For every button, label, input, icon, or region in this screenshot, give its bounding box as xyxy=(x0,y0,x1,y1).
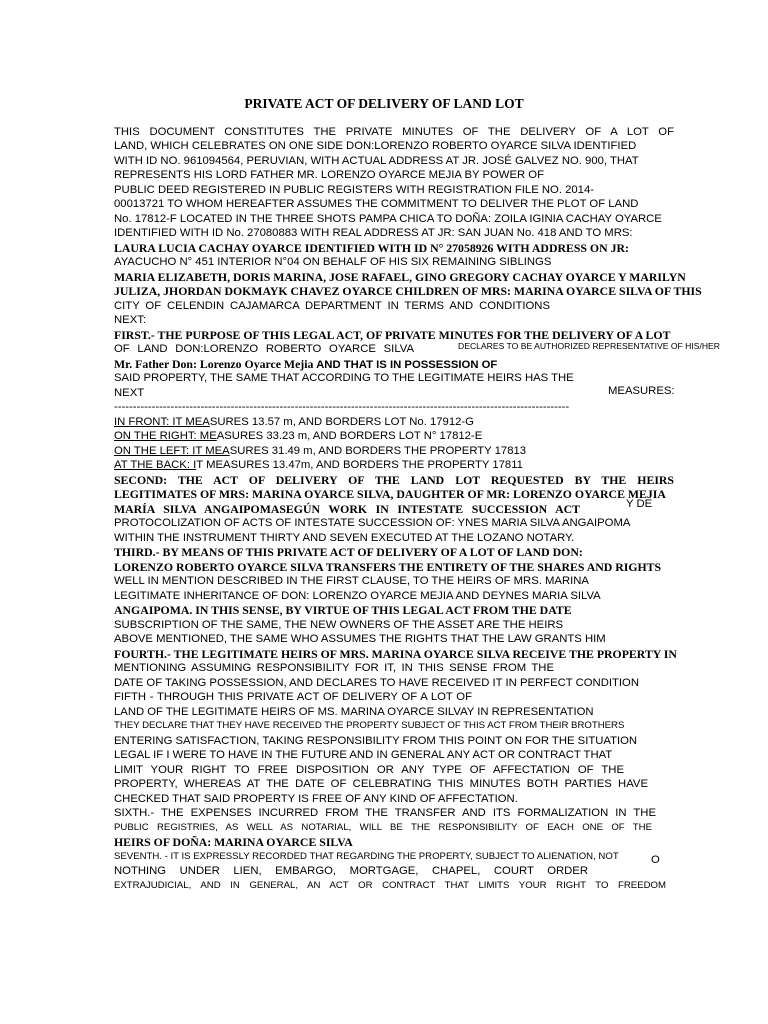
line-text: 00013721 TO WHOM HEREAFTER ASSUMES THE COMMITMENT TO DELIVER THE PLOT OF LAND xyxy=(114,198,639,210)
line-text: LIMIT YOUR RIGHT TO FREE DISPOSITION OR ANY TYPE OF AFFECTATION OF THE xyxy=(114,763,624,776)
document-line xyxy=(114,328,674,342)
line-text: FOURTH.- THE LEGITIMATE HEIRS OF MRS. MARINA OYARCE SILVA RECEIVE THE PROPERTY IN xyxy=(114,646,677,661)
line-text: NOTHING UNDER LIEN, EMBARGO, MORTGAGE, CHAPEL, COURT ORDER xyxy=(114,865,588,877)
document-line xyxy=(114,821,652,835)
line-text: ABOVE MENTIONED, THE SAME WHO ASSUMES THE RIGHTS THAT THE LAW GRANTS HIM xyxy=(114,633,606,645)
document-line xyxy=(114,879,666,893)
document-line xyxy=(114,690,472,704)
document-line xyxy=(114,255,674,269)
line-text: PROTOCOLIZATION OF ACTS OF INTESTATE SUCCESSION OF: YNES MARIA SILVA ANGAIPOMA xyxy=(114,517,631,529)
line-text: MARÍA SILVA ANGAIPOMASEGÚN WORK IN INTESTATE SUCCESSION ACT xyxy=(114,501,580,516)
document-line xyxy=(114,183,674,197)
document-line xyxy=(114,748,674,762)
seventh-clause-o: O xyxy=(651,854,660,866)
document-line xyxy=(114,342,414,356)
line-text: SECOND: THE ACT OF DELIVERY OF THE LAND LOT REQUESTED BY THE HEIRS xyxy=(114,472,674,487)
line-text: ON THE LEFT: IT MEA xyxy=(114,444,230,457)
line-text: FIFTH - THROUGH THIS PRIVATE ACT OF DELIVERY OF A LOT OF xyxy=(114,691,472,703)
line-text: WELL IN MENTION DESCRIBED IN THE FIRST CLAUSE, TO THE HEIRS OF MRS. MARINA xyxy=(114,575,589,587)
line-text: EXTRAJUDICIAL, AND IN GENERAL, AN ACT OR CONTRACT THAT LIMITS YOUR RIGHT TO FREEDOM xyxy=(114,879,666,891)
document-line xyxy=(114,835,674,849)
line-text: NEXT: xyxy=(114,314,147,326)
document-line xyxy=(114,806,656,820)
line-text: ENTERING SATISFACTION, TAKING RESPONSIBILITY FROM THIS POINT ON FOR THE SITUATION xyxy=(114,734,638,747)
line-text: PUBLIC REGISTRIES, AS WELL AS NOTARIAL, WILL BE THE RESPONSIBILITY OF EACH ONE OF THE xyxy=(114,821,652,833)
line-text: ANGAIPOMA. IN THIS SENSE, BY VIRTUE OF THIS LEGAL ACT FROM THE DATE xyxy=(114,603,572,617)
line-text: FIRST.- THE PURPOSE OF THIS LEGAL ACT, OF PRIVATE MINUTES FOR THE DELIVERY OF A LOT xyxy=(114,327,671,342)
document-line xyxy=(114,560,674,574)
document-line xyxy=(114,371,674,385)
line-text: PUBLIC DEED REGISTERED IN PUBLIC REGISTERS WITH REGISTRATION FILE NO. 2014- xyxy=(114,183,594,196)
line-text: AYACUCHO N° 451 INTERIOR N°04 ON BEHALF OF HIS SIX REMAINING SIBLINGS xyxy=(114,256,552,268)
line-text: OF LAND DON:LORENZO ROBERTO OYARCE SILVA xyxy=(114,343,414,355)
measures-label: MEASURES: xyxy=(608,385,675,397)
document-line xyxy=(114,734,674,748)
line-text-continuation: SURES 31.49 m, AND BORDERS THE PROPERTY 17813 xyxy=(229,444,527,457)
line-text: DATE OF TAKING POSSESSION, AND DECLARES TO HAVE RECEIVED IT IN PERFECT CONDITION xyxy=(114,676,639,689)
document-line xyxy=(114,705,674,719)
line-text: IDENTIFIED WITH ID No. 27080883 WITH REAL ADDRESS AT JR: SAN JUAN No. 418 AND TO MRS: xyxy=(114,227,633,239)
line-text: No. 17812-F LOCATED IN THE THREE SHOTS PAMPA CHICA TO DOÑA: ZOILA IGINIA CACHAY OYARCE xyxy=(114,212,662,225)
line-text: ON THE RIGHT: ME xyxy=(114,430,217,442)
document-line xyxy=(114,603,674,617)
document-line xyxy=(114,168,674,182)
line-text-continuation: ASURES 33.23 m, AND BORDERS LOT N° 17812-E xyxy=(216,430,483,442)
document-line xyxy=(114,444,674,458)
line-text: MENTIONING ASSUMING RESPONSIBILITY FOR IT, IN THIS SENSE FROM THE xyxy=(114,662,554,674)
document-line xyxy=(114,646,677,661)
document-line xyxy=(114,197,674,211)
line-text: LEGAL IF I WERE TO HAVE IN THE FUTURE AND IN GENERAL ANY ACT OR CONTRACT THAT xyxy=(114,749,613,761)
line-text: REPRESENTS HIS LORD FATHER MR. LORENZO OYARCE MEJIA BY POWER OF xyxy=(114,169,544,181)
document-line xyxy=(114,212,674,226)
line-text: THEY DECLARE THAT THEY HAVE RECEIVED THE PROPERTY SUBJECT OF THIS ACT FROM THEIR BROTHERS xyxy=(114,720,625,731)
document-line xyxy=(114,154,674,168)
line-text: WITH ID NO. 961094564, PERUVIAN, WITH ACTUAL ADDRESS AT JR. JOSÉ GALVEZ NO. 900, THAT xyxy=(114,154,639,167)
document-line xyxy=(114,269,686,284)
document-line xyxy=(114,299,550,313)
line-text: HEIRS OF DOÑA: MARINA OYARCE SILVA xyxy=(114,835,353,849)
line-text: SAID PROPERTY, THE SAME THAT ACCORDING TO THE LEGITIMATE HEIRS HAS THE xyxy=(114,372,574,384)
line-text: CITY OF CELENDIN CAJAMARCA DEPARTMENT IN TERMS AND CONDITIONS xyxy=(114,299,550,312)
line-text: THIRD.- BY MEANS OF THIS PRIVATE ACT OF DELIVERY OF A LOT OF LAND DON: xyxy=(114,545,583,559)
line-text: LEGITIMATE INHERITANCE OF DON: LORENZO OYARCE MEJIA AND DEYNES MARIA SILVA xyxy=(114,589,601,602)
line-text: LAND, WHICH CELEBRATES ON ONE SIDE DON:LORENZO ROBERTO OYARCE SILVA IDENTIFIED xyxy=(114,140,637,152)
line-text: Mr. Father Don: Lorenzo Oyarce Mejia xyxy=(114,356,314,371)
line-text: LORENZO ROBERTO OYARCE SILVA TRANSFERS THE ENTIRETY OF THE SHARES AND RIGHTS xyxy=(114,559,662,574)
line-text-continuation: T MEASURES 13.47m, AND BORDERS THE PROPERTY 17811 xyxy=(196,459,523,471)
document-line xyxy=(114,864,588,878)
document-line xyxy=(114,429,674,443)
document-line xyxy=(114,502,580,516)
line-text: SUBSCRIPTION OF THE SAME, THE NEW OWNERS OF THE ASSET ARE THE HEIRS xyxy=(114,618,564,631)
document-line xyxy=(114,531,674,545)
line-text: LAND OF THE LEGITIMATE HEIRS OF MS. MARINA OYARCE SILVAY IN REPRESENTATION xyxy=(114,705,594,718)
line-text: ------------------------------------------------------------------------------------------------------------------------- xyxy=(114,401,570,413)
document-line xyxy=(114,400,674,414)
line-text: PROPERTY, WHEREAS AT THE DATE OF CELEBRATING THIS MINUTES BOTH PARTIES HAVE xyxy=(114,778,648,790)
document-line xyxy=(114,241,674,255)
first-clause-side-note: DECLARES TO BE AUTHORIZED REPRESENTATIVE OF HIS/HER xyxy=(458,341,720,351)
document-line xyxy=(114,574,674,588)
document-line xyxy=(114,545,674,559)
document-line xyxy=(114,125,674,139)
line-text: MARIA ELIZABETH, DORIS MARINA, JOSE RAFAEL, GINO GREGORY CACHAY OYARCE Y MARILYN xyxy=(114,269,686,284)
document-line xyxy=(114,473,674,487)
line-text: NEXT xyxy=(114,386,145,399)
document-line xyxy=(114,850,674,864)
document-line xyxy=(114,618,674,632)
document-line xyxy=(114,487,666,501)
line-text-continuation: SURES 13.57 m, AND BORDERS LOT No. 17912-G xyxy=(209,415,474,428)
document-line xyxy=(114,777,648,791)
document-line xyxy=(114,357,674,372)
line-text-continuation: AND THAT IS IN POSSESSION OF xyxy=(313,358,498,371)
document-line xyxy=(114,632,674,646)
line-text: AT THE BACK: I xyxy=(114,459,197,471)
line-text: IN FRONT: IT MEA xyxy=(114,415,210,428)
document-line xyxy=(114,589,674,603)
document-line xyxy=(114,139,674,153)
second-clause-y-de: Y DE xyxy=(626,498,653,510)
line-text: THIS DOCUMENT CONSTITUTES THE PRIVATE MINUTES OF THE DELIVERY OF A LOT OF xyxy=(114,125,674,138)
line-text: SEVENTH. - IT IS EXPRESSLY RECORDED THAT REGARDING THE PROPERTY, SUBJECT TO ALIENATION, NOT xyxy=(114,850,619,862)
document-line xyxy=(114,719,674,733)
document-line xyxy=(114,792,674,806)
document-line xyxy=(114,458,674,472)
document-line xyxy=(114,415,674,429)
line-text: SIXTH.- THE EXPENSES INCURRED FROM THE TRANSFER AND ITS FORMALIZATION IN THE xyxy=(114,807,656,819)
document-line xyxy=(114,386,674,400)
line-text: LAURA LUCIA CACHAY OYARCE IDENTIFIED WITH ID N° 27058926 WITH ADDRESS ON JR: xyxy=(114,240,629,255)
line-text: JULIZA, JHORDAN DOKMAYK CHAVEZ OYARCE CHILDREN OF MRS: MARINA OYARCE SILVA OF THIS xyxy=(114,284,702,298)
document-line xyxy=(114,516,674,530)
line-text: WITHIN THE INSTRUMENT THIRTY AND SEVEN EXECUTED AT THE LOZANO NOTARY. xyxy=(114,531,575,544)
line-text: CHECKED THAT SAID PROPERTY IS FREE OF ANY KIND OF AFFECTATION. xyxy=(114,792,518,805)
line-text: LEGITIMATES OF MRS: MARINA OYARCE SILVA, DAUGHTER OF MR: LORENZO OYARCE MEJIA xyxy=(114,487,666,501)
document-line xyxy=(114,313,674,327)
document-line xyxy=(114,661,554,675)
document-line xyxy=(114,284,702,298)
document-title: PRIVATE ACT OF DELIVERY OF LAND LOT xyxy=(244,96,524,111)
document-line xyxy=(114,676,674,690)
document-line xyxy=(114,763,624,777)
document-line xyxy=(114,226,674,240)
